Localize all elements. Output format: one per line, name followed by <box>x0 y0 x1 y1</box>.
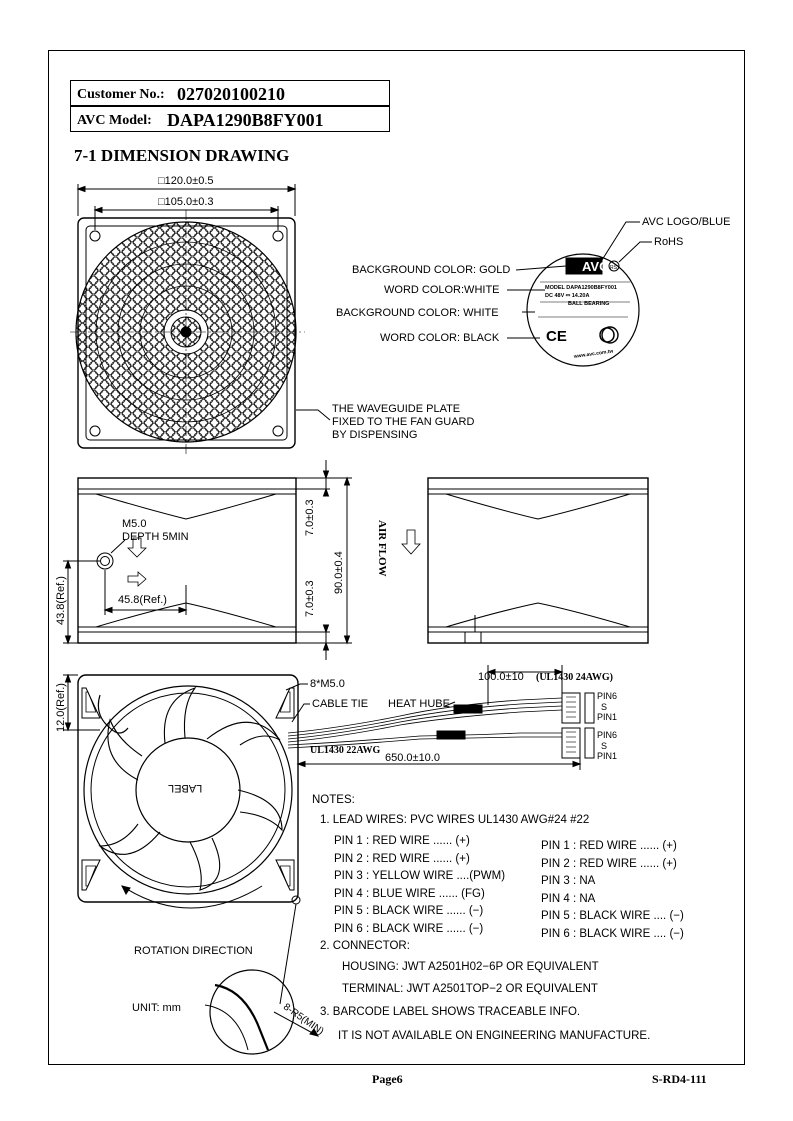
pin1-top: PIN1 <box>597 712 618 722</box>
pin-left-3: PIN 3 : YELLOW WIRE ....(PWM) <box>334 870 506 882</box>
pin-left-5: PIN 5 : BLACK WIRE ...... (−) <box>334 905 484 917</box>
dim-outer: □120.0±0.5 <box>158 175 214 187</box>
notes-title: NOTES: <box>312 794 355 806</box>
side-view-2-body <box>428 478 648 643</box>
heat-hube-label: HEAT HUBE <box>388 698 450 710</box>
waveguide-line-3: BY DISPENSING <box>332 429 418 441</box>
note-2: 2. CONNECTOR: <box>320 940 410 952</box>
pin6-top: PIN6 <box>597 691 618 701</box>
rotation-label: ROTATION DIRECTION <box>134 945 253 957</box>
pin-right-3: PIN 3 : NA <box>541 875 596 887</box>
label-rs: RS <box>610 265 617 271</box>
pins-right <box>541 838 684 943</box>
dim-7-top: 7.0±0.3 <box>304 499 316 536</box>
dim-100: 100.0±10 <box>478 671 524 683</box>
pin-right-6: PIN 6 : BLACK WIRE .... (−) <box>541 927 684 940</box>
dim-90: 90.0±0.4 <box>333 551 345 594</box>
label-avc: AVC <box>582 259 609 274</box>
section-title: 7-1 DIMENSION DRAWING <box>74 146 290 165</box>
pin-left-1: PIN 1 : RED WIRE ...... (+) <box>334 835 470 847</box>
label-model-text: MODEL DAPA1290B8FY001 <box>545 285 617 291</box>
pin-right-2: PIN 2 : RED WIRE ...... (+) <box>541 857 677 870</box>
ul22-label: UL1430 22AWG <box>310 745 381 756</box>
dim-43-8: 43.8(Ref.) <box>55 576 67 625</box>
waveguide-line-1: THE WAVEGUIDE PLATE <box>332 403 461 415</box>
pin6-bottom: PIN6 <box>597 730 618 740</box>
label-text: LABEL <box>168 782 203 794</box>
m5x8-label: 8*M5.0 <box>310 678 345 690</box>
dim-inner: □105.0±0.3 <box>158 196 214 208</box>
dim-12: 12.0(Ref.) <box>55 683 67 732</box>
pin-left-6: PIN 6 : BLACK WIRE ...... (−) <box>334 922 484 935</box>
tilde-top: S <box>601 702 608 712</box>
dim-45-8: 45.8(Ref.) <box>118 594 167 606</box>
tilde-bottom: S <box>601 741 608 751</box>
word-black-note: WORD COLOR: BLACK <box>380 332 500 344</box>
waveguide-note <box>332 403 474 442</box>
pins-left <box>334 833 505 938</box>
label-dc-text: DC 48V ⎓ 14.20A <box>545 293 590 299</box>
ul24-label: (UL1430 24AWG) <box>536 672 613 683</box>
logo-note: AVC LOGO/BLUE <box>642 216 731 228</box>
note-housing: HOUSING: JWT A2501H02−6P OR EQUIVALENT <box>342 961 599 973</box>
connector-1 <box>562 693 580 723</box>
heat-shrink-1 <box>454 705 482 713</box>
dim-650: 650.0±10.0 <box>385 752 440 764</box>
pin-right-1: PIN 1 : RED WIRE ...... (+) <box>541 840 677 852</box>
airflow-label: AIR FLOW <box>376 520 388 577</box>
page-number: Page6 <box>372 1072 403 1086</box>
model-value: DAPA1290B8FY001 <box>167 110 324 130</box>
note-terminal: TERMINAL: JWT A2501TOP−2 OR EQUIVALENT <box>342 983 598 995</box>
ce-icon: CE <box>546 328 567 345</box>
depth-label: DEPTH 5MIN <box>122 531 189 543</box>
pin-right-4: PIN 4 : NA <box>541 892 596 905</box>
connector-2 <box>562 728 580 758</box>
customer-value: 027020100210 <box>177 84 285 104</box>
label-url: www.avc.com.tw <box>573 348 614 360</box>
pin-left-2: PIN 2 : RED WIRE ...... (+) <box>334 852 470 865</box>
note-3b: IT IS NOT AVAILABLE ON ENGINEERING MANUFACTURE. <box>338 1030 651 1042</box>
unit-label: UNIT: mm <box>132 1002 181 1014</box>
bg-white-note: BACKGROUND COLOR: WHITE <box>336 307 499 319</box>
dim-7-bottom: 7.0±0.3 <box>304 580 316 617</box>
side-view-body <box>78 478 296 643</box>
rohs-note: RoHS <box>654 236 684 248</box>
note-3: 3. BARCODE LABEL SHOWS TRACEABLE INFO. <box>320 1006 581 1018</box>
m5-label: M5.0 <box>122 518 147 530</box>
pin-right-5: PIN 5 : BLACK WIRE .... (−) <box>541 910 684 922</box>
waveguide-line-2: FIXED TO THE FAN GUARD <box>332 416 475 428</box>
bg-gold-note: BACKGROUND COLOR: GOLD <box>352 264 511 276</box>
doc-number: S-RD4-111 <box>652 1072 707 1086</box>
word-white-note: WORD COLOR:WHITE <box>384 284 500 296</box>
cable-tie-label: CABLE TIE <box>312 698 369 710</box>
radius-label: 8-R5(MIN) <box>281 1001 326 1038</box>
pin1-bottom: PIN1 <box>597 751 618 761</box>
heat-shrink-2 <box>437 731 465 739</box>
note-1: 1. LEAD WIRES: PVC WIRES UL1430 AWG#24 #22 <box>320 814 590 826</box>
label-bearing-text: BALL BEARING <box>568 301 610 307</box>
customer-label: Customer No.: <box>77 87 165 102</box>
pin-left-4: PIN 4 : BLUE WIRE ...... (FG) <box>334 887 485 900</box>
model-label: AVC Model: <box>77 113 152 128</box>
